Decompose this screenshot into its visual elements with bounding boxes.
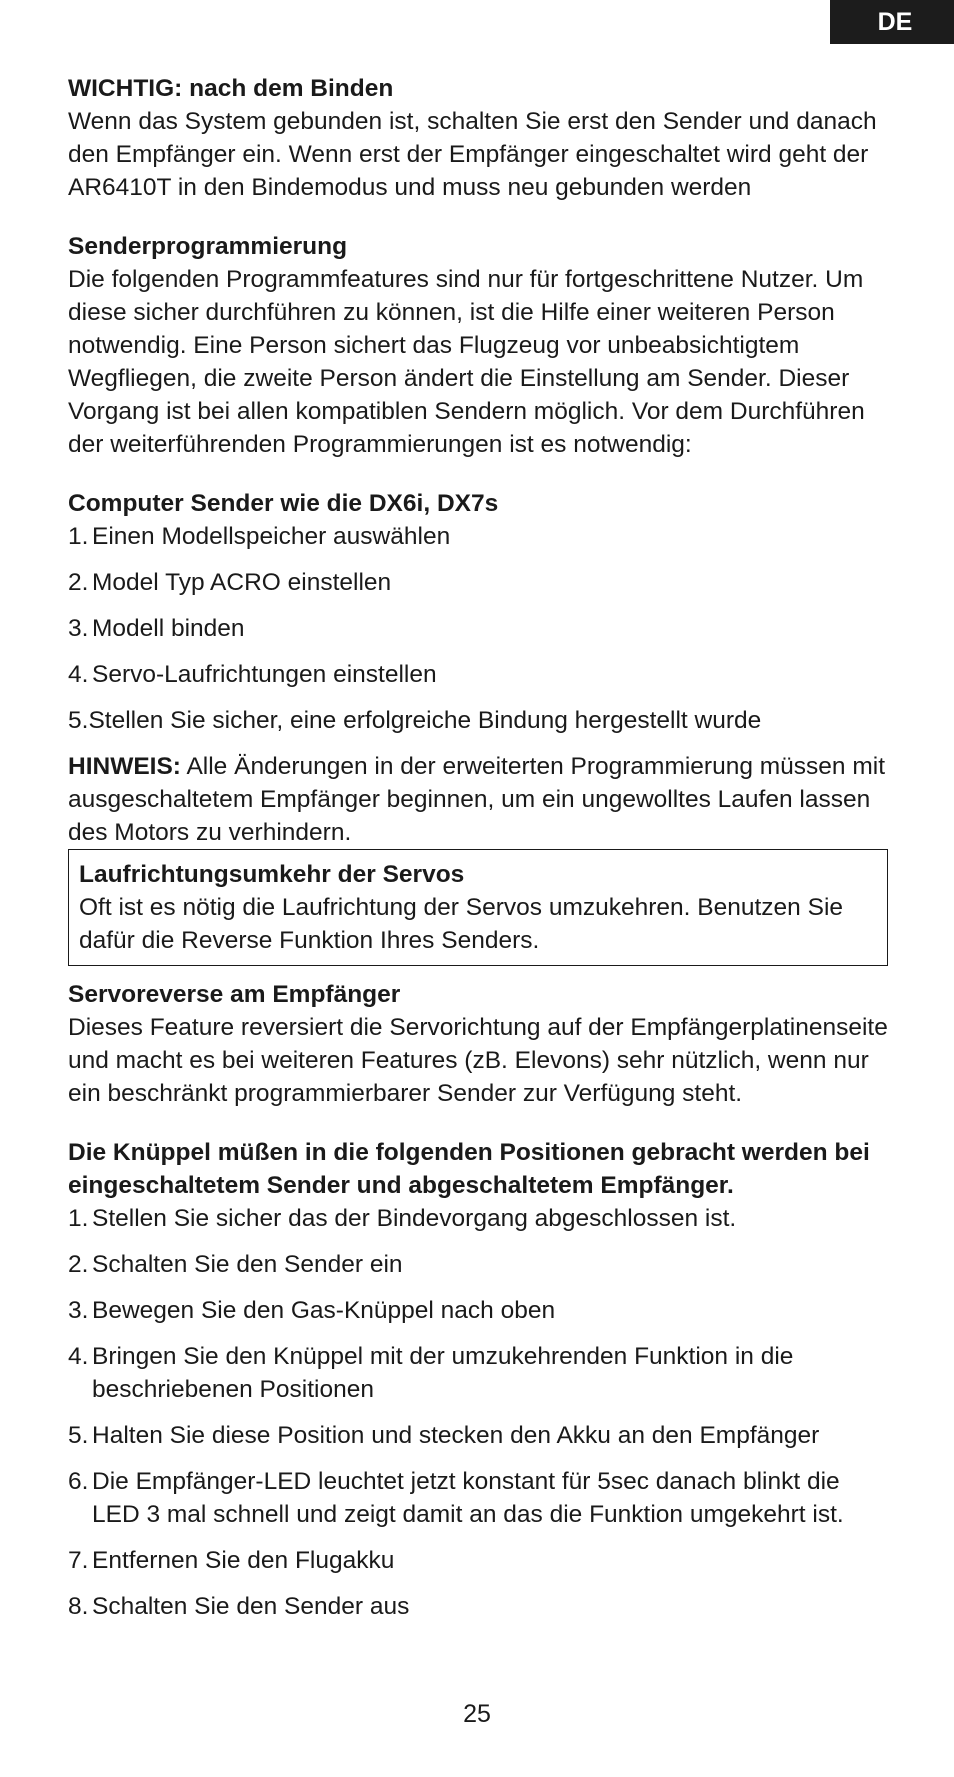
step-number: 2. (68, 569, 89, 596)
step-list (68, 520, 888, 737)
box-heading: Laufrichtungsumkehr der Servos (79, 861, 465, 888)
step-text: Model Typ ACRO einstellen (92, 569, 392, 596)
step-number: 3. (68, 615, 89, 642)
step-text: Schalten Sie den Sender aus (92, 1593, 410, 1620)
step-number: 5. (68, 1422, 89, 1449)
box-body: Oft ist es nötig die Laufrichtung der Servos umzukehren. Benutzen Sie dafür die Reverse Funktion Ihres Senders. (79, 894, 844, 954)
list-item (68, 1465, 888, 1531)
list-item (68, 1202, 888, 1235)
step-text: Schalten Sie den Sender ein (92, 1251, 403, 1278)
step-text: Stellen Sie sicher, eine erfolgreiche Bindung hergestellt wurde (88, 707, 762, 734)
step-text: Modell binden (92, 615, 245, 642)
section-knueppel (68, 1136, 888, 1623)
notice (68, 750, 888, 849)
list-item (68, 1419, 888, 1452)
step-text: Servo-Laufrichtungen einstellen (92, 661, 437, 688)
list-item (68, 1340, 888, 1406)
step-text: Bringen Sie den Knüppel mit der umzukehrenden Funktion in die beschriebenen Positionen (92, 1343, 794, 1403)
list-item (68, 520, 888, 553)
page-content (68, 72, 888, 1636)
step-number: 8. (68, 1593, 89, 1620)
step-number: 5. (68, 707, 89, 734)
notice-label: HINWEIS: (68, 753, 181, 780)
step-text: Stellen Sie sicher das der Bindevorgang abgeschlossen ist. (92, 1205, 737, 1232)
list-item (68, 1248, 888, 1281)
step-text: Die Empfänger-LED leuchtet jetzt konstant für 5sec danach blinkt die LED 3 mal schnell und zeigt damit an das die Funktion umgekehrt ist. (92, 1468, 844, 1528)
step-number: 4. (68, 1343, 89, 1370)
section-body: Die folgenden Programmfeatures sind nur für fortgeschrittene Nutzer. Um diese sicher durchführen zu können, ist die Hilfe einer weiteren Person notwendig. Eine Person sichert das Flugzeug vor unbeabsichtigtem Wegfliegen, die zweite Person ändert die Einstellung am Sender. Dieser Vorgang ist bei allen kompatiblen Sendern möglich. Vor dem Durchführen der weiterführenden Programmierungen ist es notwendig: (68, 266, 865, 458)
step-number: 4. (68, 661, 89, 688)
step-text: Halten Sie diese Position und stecken den Akku an den Empfänger (92, 1422, 820, 1449)
section-heading: Servoreverse am Empfänger (68, 981, 401, 1008)
step-list (68, 1202, 888, 1623)
step-text: Entfernen Sie den Flugakku (92, 1547, 395, 1574)
language-tab: DE (830, 0, 954, 44)
section-wichtig (68, 72, 888, 204)
step-number: 1. (68, 523, 89, 550)
section-senderprogrammierung (68, 230, 888, 461)
info-box (68, 849, 888, 966)
page-number: 25 (463, 1700, 491, 1728)
step-number: 2. (68, 1251, 89, 1278)
step-number: 3. (68, 1297, 89, 1324)
section-computer-sender (68, 487, 888, 737)
step-number: 7. (68, 1547, 89, 1574)
notice-body: Alle Änderungen in der erweiterten Programmierung müssen mit ausgeschaltetem Empfänger beginnen, um ein ungewolltes Laufen lassen des Motors zu verhindern. (68, 753, 886, 846)
section-heading: Senderprogrammierung (68, 233, 348, 260)
list-item (68, 704, 888, 737)
list-item (68, 566, 888, 599)
step-number: 1. (68, 1205, 89, 1232)
list-item (68, 1544, 888, 1577)
section-servoreverse (68, 978, 888, 1110)
section-heading: Computer Sender wie die DX6i, DX7s (68, 490, 499, 517)
section-heading: Die Knüppel müßen in die folgenden Positionen gebracht werden bei eingeschaltetem Sender und abgeschaltetem Empfänger. (68, 1139, 870, 1199)
list-item (68, 612, 888, 645)
step-text: Einen Modellspeicher auswählen (92, 523, 451, 550)
list-item (68, 1590, 888, 1623)
section-body: Wenn das System gebunden ist, schalten Sie erst den Sender und danach den Empfänger ein. Wenn erst der Empfänger eingeschaltet wird geht der AR6410T in den Bindemodus und muss neu gebunden werden (68, 108, 877, 201)
step-number: 6. (68, 1468, 89, 1495)
section-body: Dieses Feature reversiert die Servorichtung auf der Empfängerplatinenseite und macht es bei weiteren Features (zB. Elevons) sehr nützlich, wenn nur ein beschränkt programmierbarer Sender zur Verfügung steht. (68, 1014, 888, 1107)
list-item (68, 1294, 888, 1327)
list-item (68, 658, 888, 691)
section-heading: WICHTIG: nach dem Binden (68, 75, 394, 102)
step-text: Bewegen Sie den Gas-Knüppel nach oben (92, 1297, 556, 1324)
